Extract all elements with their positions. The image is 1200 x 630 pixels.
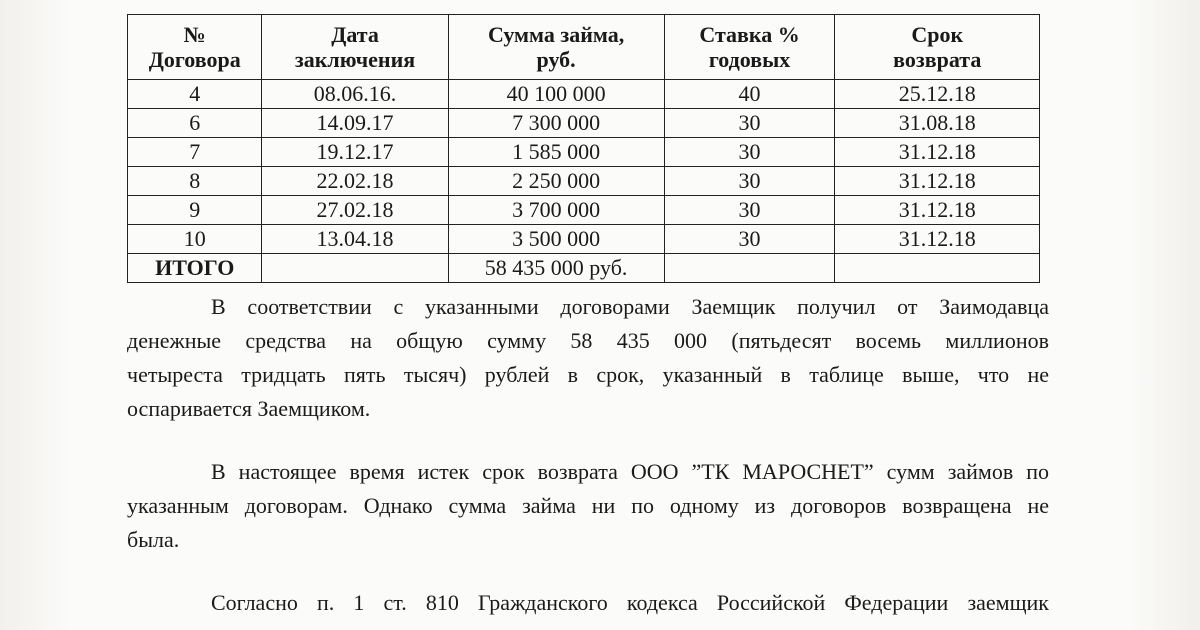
cell-loan-sum: 2 250 000 — [448, 167, 664, 196]
total-empty-cell — [835, 254, 1040, 283]
cell-date: 14.09.17 — [262, 109, 448, 138]
cell-rate: 30 — [664, 138, 835, 167]
cell-contract-number: 10 — [128, 225, 262, 254]
cell-due-date: 25.12.18 — [835, 80, 1040, 109]
table-row — [128, 167, 1040, 196]
cell-date: 19.12.17 — [262, 138, 448, 167]
table-row — [128, 138, 1040, 167]
cell-loan-sum: 40 100 000 — [448, 80, 664, 109]
cell-loan-sum: 3 500 000 — [448, 225, 664, 254]
cell-loan-sum: 3 700 000 — [448, 196, 664, 225]
cell-date: 08.06.16. — [262, 80, 448, 109]
paragraph-loans-received — [127, 290, 1049, 426]
header-due-date: Срок возврата — [835, 15, 1040, 80]
paragraph-civil-code — [127, 586, 1049, 620]
table-row — [128, 109, 1040, 138]
table-row — [128, 196, 1040, 225]
paragraph-line: была. — [127, 527, 180, 552]
cell-date: 13.04.18 — [262, 225, 448, 254]
table-total-row — [128, 254, 1040, 283]
paragraph-line: В настоящее время истек срок возврата ООО ”ТК МАРОСНЕТ” сумм займов по — [211, 459, 1049, 484]
header-contract-number: № Договора — [128, 15, 262, 80]
paragraph-line: Согласно п. 1 ст. 810 Гражданского кодекса Российской Федерации заемщик — [211, 590, 1049, 615]
paragraph-line: В соответствии с указанными договорами Заемщик получил от Заимодавца — [211, 294, 1049, 319]
cell-due-date: 31.12.18 — [835, 138, 1040, 167]
paragraph-line: четыреста тридцать пять тысяч) рублей в срок, указанный в таблице выше, что не — [127, 362, 1049, 387]
paragraph-line: оспаривается Заемщиком. — [127, 396, 371, 421]
header-date: Дата заключения — [262, 15, 448, 80]
total-empty-cell — [262, 254, 448, 283]
cell-due-date: 31.12.18 — [835, 225, 1040, 254]
cell-rate: 30 — [664, 225, 835, 254]
header-loan-sum: Сумма займа, руб. — [448, 15, 664, 80]
cell-contract-number: 7 — [128, 138, 262, 167]
total-label: ИТОГО — [128, 254, 262, 283]
cell-loan-sum: 7 300 000 — [448, 109, 664, 138]
total-sum: 58 435 000 руб. — [448, 254, 664, 283]
cell-due-date: 31.12.18 — [835, 167, 1040, 196]
cell-date: 27.02.18 — [262, 196, 448, 225]
cell-rate: 30 — [664, 167, 835, 196]
cell-contract-number: 4 — [128, 80, 262, 109]
table-row — [128, 80, 1040, 109]
header-rate: Ставка % годовых — [664, 15, 835, 80]
cell-rate: 30 — [664, 109, 835, 138]
paragraph-line: указанным договорам. Однако сумма займа ни по одному из договоров возвращена не — [127, 493, 1049, 518]
loans-table — [127, 14, 1040, 283]
cell-due-date: 31.12.18 — [835, 196, 1040, 225]
cell-contract-number: 6 — [128, 109, 262, 138]
table-header-row — [128, 15, 1040, 80]
cell-contract-number: 9 — [128, 196, 262, 225]
total-empty-cell — [664, 254, 835, 283]
paragraph-term-expired — [127, 455, 1049, 557]
cell-loan-sum: 1 585 000 — [448, 138, 664, 167]
cell-date: 22.02.18 — [262, 167, 448, 196]
cell-contract-number: 8 — [128, 167, 262, 196]
cell-rate: 30 — [664, 196, 835, 225]
cell-due-date: 31.08.18 — [835, 109, 1040, 138]
table-row — [128, 225, 1040, 254]
cell-rate: 40 — [664, 80, 835, 109]
paragraph-line: денежные средства на общую сумму 58 435 000 (пятьдесят восемь миллионов — [127, 328, 1049, 353]
